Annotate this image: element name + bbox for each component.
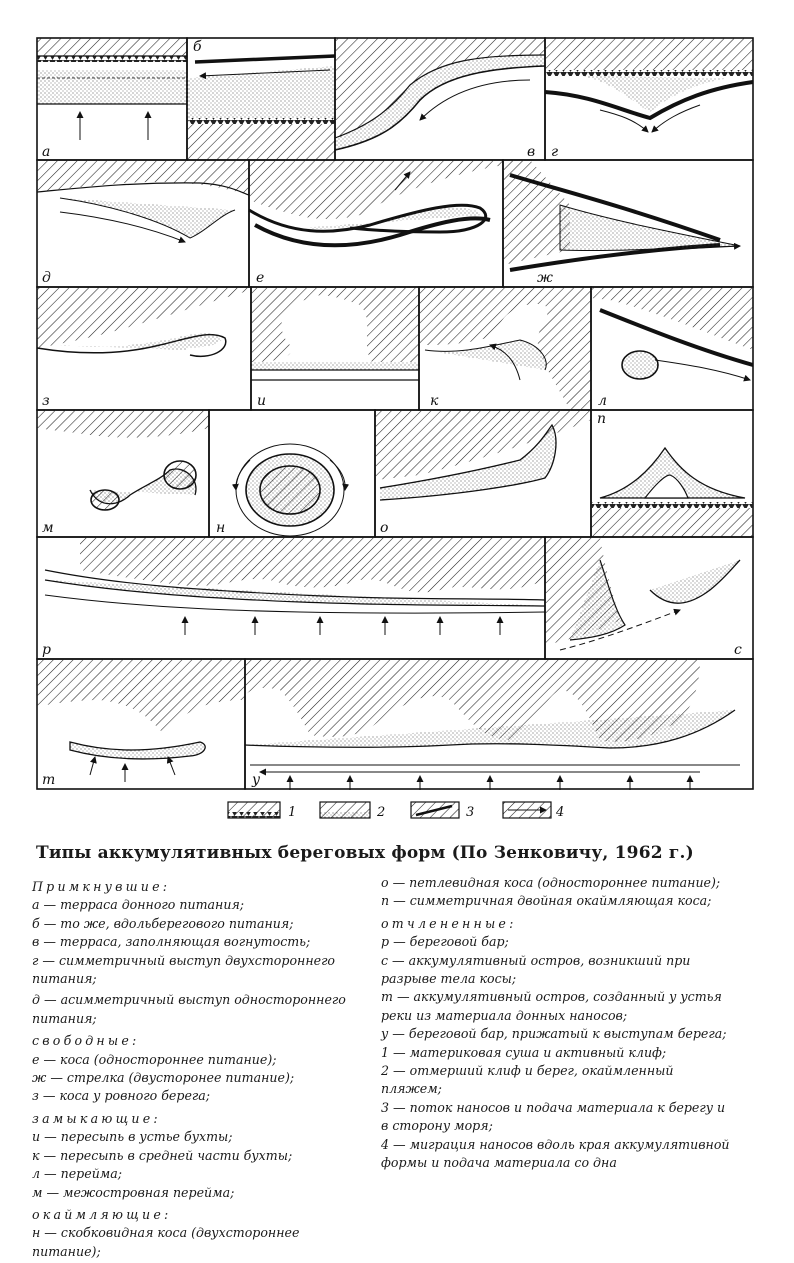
- panel-v: [335, 38, 545, 160]
- panel-label-k: к: [430, 393, 439, 409]
- caption-item: е — коса (одностороннее питание);: [32, 1051, 277, 1067]
- panel-label-m: м: [42, 520, 54, 536]
- caption-item: к — пересыпь в средней части бухты;: [32, 1147, 293, 1163]
- caption-item: т — аккумулятивный остров, созданный у устья реки из материала донных наносов;: [381, 989, 722, 1023]
- caption-item: р — береговой бар;: [381, 934, 509, 950]
- panel-k: [419, 287, 591, 410]
- panel-u: [245, 659, 753, 790]
- panel-t: [37, 659, 245, 789]
- panel-o: [375, 410, 591, 537]
- panel-label-b: б: [193, 39, 202, 55]
- panel-label-p: п: [597, 411, 607, 427]
- legend-label-1: 1: [288, 805, 297, 820]
- caption-head: окаймляющие:: [32, 1206, 172, 1222]
- caption-item: 3 — поток наносов и подача материала к берегу и в сторону моря;: [381, 1099, 726, 1134]
- caption-item: у — береговой бар, прижатый к выступам берега;: [381, 1026, 727, 1042]
- panel-label-g: г: [551, 144, 559, 160]
- panel-label-r: р: [42, 642, 51, 658]
- panel-label-v: в: [527, 144, 536, 160]
- legend-item-3: [411, 802, 474, 820]
- caption-right-column: [381, 874, 731, 1173]
- panel-m: [37, 410, 209, 537]
- caption-head: замыкающие:: [32, 1110, 161, 1126]
- caption-left-column: [32, 874, 362, 1261]
- caption-item: и — пересыпь в устье бухты;: [32, 1129, 233, 1145]
- caption-head: Примкнувшие:: [32, 879, 171, 894]
- caption-item: м — межостровная перейма;: [32, 1184, 235, 1200]
- panel-n: [209, 410, 375, 537]
- panel-a: [37, 38, 187, 160]
- figure-title: Типы аккумулятивных береговых форм (По Зенковичу, 1962 г.): [36, 843, 694, 863]
- legend-label-3: 3: [466, 805, 475, 820]
- panel-p: [591, 410, 753, 537]
- panel-zh: [503, 160, 753, 287]
- caption-item: д — асимметричный выступ одностороннего питания;: [32, 992, 346, 1026]
- panel-b: [187, 38, 335, 160]
- panel-e: [249, 160, 503, 287]
- legend: [228, 802, 564, 820]
- panel-r: [37, 537, 545, 659]
- panel-i: [251, 287, 419, 410]
- caption-item: г — симметричный выступ двухстороннего питания;: [32, 952, 336, 987]
- caption-item: с — аккумулятивный остров, возникший при разрыве тела косы;: [381, 952, 691, 987]
- panel-label-e: е: [256, 270, 265, 286]
- caption-item: в — терраса, заполняющая вогнутость;: [32, 934, 311, 950]
- caption-item: а — терраса донного питания;: [32, 897, 245, 913]
- panel-label-z: з: [42, 393, 50, 409]
- panel-label-s: с: [734, 642, 742, 658]
- caption-item: л — перейма;: [32, 1166, 123, 1182]
- legend-item-4: [503, 802, 564, 820]
- caption-head: свободные:: [32, 1033, 140, 1049]
- panel-label-o: о: [380, 520, 389, 536]
- panel-label-u: у: [252, 772, 261, 788]
- legend-label-2: 2: [377, 805, 386, 820]
- panel-l: [591, 287, 753, 410]
- panel-s: [545, 537, 753, 659]
- panel-label-zh: ж: [537, 270, 553, 286]
- legend-item-1: [228, 802, 296, 820]
- panel-label-a: а: [42, 144, 51, 160]
- caption-item: н — скобковидная коса (двухстороннее питание);: [32, 1225, 300, 1259]
- panel-g: [545, 38, 753, 160]
- caption-item: п — симметричная двойная окаймляющая коса;: [381, 893, 712, 909]
- panel-label-t: т: [42, 772, 56, 788]
- caption-item: ж — стрелка (двусторонее питание);: [32, 1070, 295, 1086]
- legend-label-4: 4: [556, 805, 565, 820]
- caption-item: 1 — материковая суша и активный клиф;: [381, 1044, 667, 1060]
- caption-item: о — петлевидная коса (одностороннее питание);: [381, 875, 721, 890]
- caption-item: 4 — миграция наносов вдоль края аккумулятивной формы и подача материала со дна: [381, 1136, 730, 1171]
- caption-head: отчлененные:: [381, 915, 517, 931]
- panel-label-n: н: [216, 520, 226, 536]
- panel-label-d: д: [42, 270, 51, 286]
- panel-label-i: и: [257, 393, 267, 409]
- caption-item: б — то же, вдольберегового питания;: [32, 915, 294, 931]
- panel-label-l: л: [598, 393, 607, 409]
- caption-item: 2 — отмерший клиф и берег, окаймленный пляжем;: [381, 1063, 674, 1097]
- legend-item-2: [320, 802, 385, 820]
- caption-item: з — коса у ровного берега;: [32, 1088, 211, 1104]
- panel-d: [37, 160, 249, 287]
- panel-z: [37, 287, 251, 410]
